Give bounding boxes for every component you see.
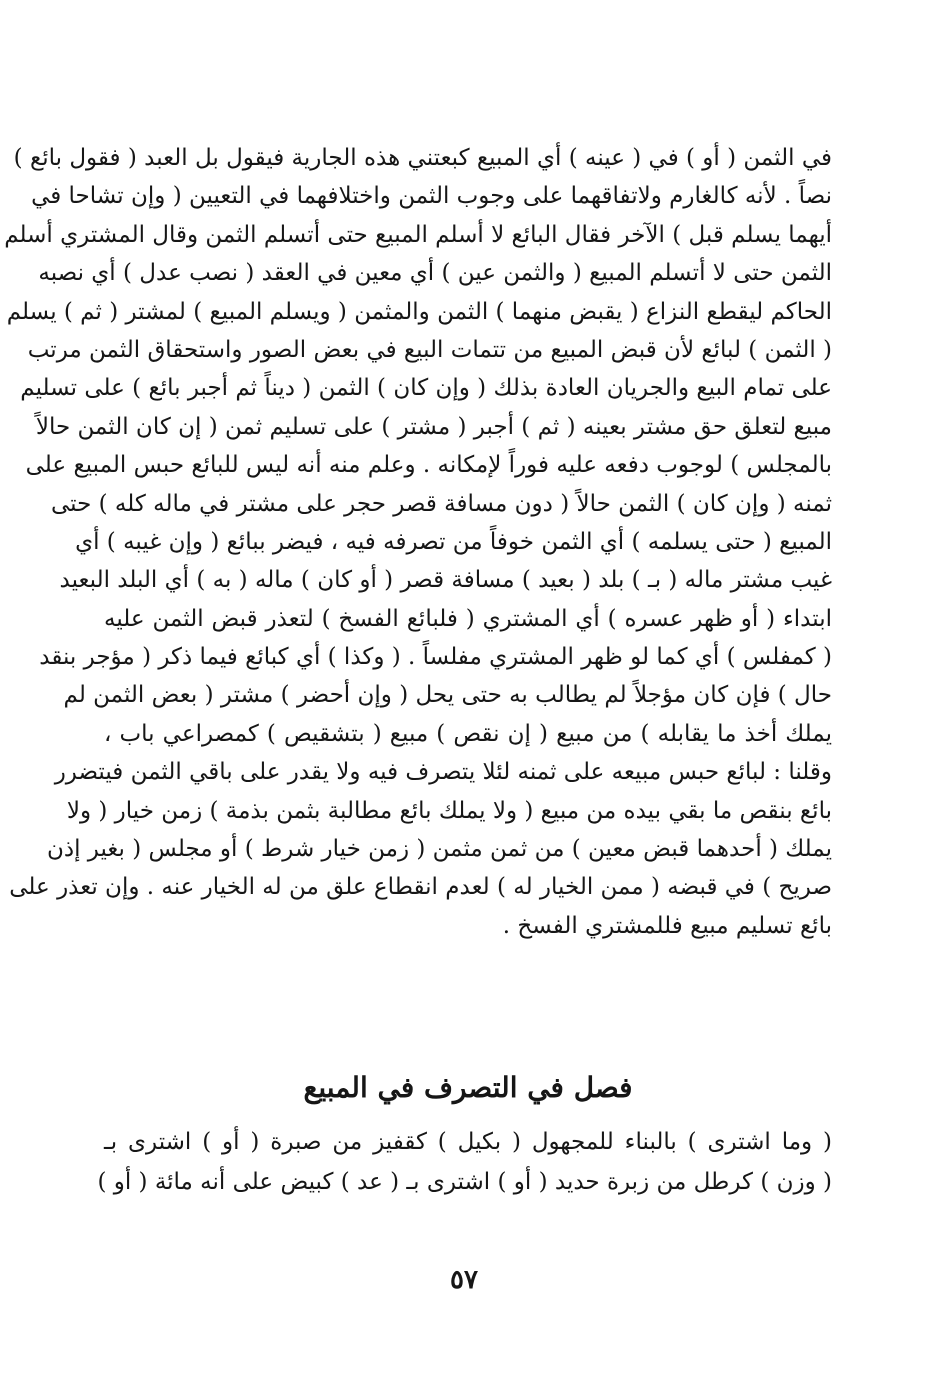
text-line: ابتداء ( أو ظهر عسره ) أي المشتري ( فلبائع الفسخ ) لتعذر قبض الثمن عليه [104, 605, 832, 632]
text-line: غيب مشتر ماله ( بـ ) بلد ( بعيد ) مسافة قصر ( أو كان ) ماله ( به ) أي البلد البعيد [59, 567, 832, 594]
text-line: بائع تسليم مبيع فللمشتري الفسخ . [502, 912, 832, 939]
text-line: المبيع ( حتى يسلمه ) أي الثمن خوفاً من تصرفه فيه ، فيضر ببائع ( وإن غيبه ) أي [75, 528, 832, 555]
text-line: الثمن حتى لا أتسلم المبيع ( والثمن عين ) أي معين في العقد ( نصب عدل ) أي نصبه [38, 260, 832, 287]
section-text-line: ( وما اشترى ) بالبناء للمجهول ( بكيل ) كقفيز من صبرة ( أو ) اشترى بـ [104, 1129, 832, 1155]
text-line: أيهما يسلم قبل ) الآخر فقال البائع لا أسلم المبيع حتى أتسلم الثمن وقال المشتري أسلم [4, 221, 832, 248]
text-line: الحاكم ليقطع النزاع ( يقبض منهما ) الثمن والمثمن ( ويسلم المبيع ) لمشتر ( ثم ) يسلم [6, 298, 832, 325]
text-line: على تمام البيع والجريان العادة بذلك ( وإن كان ) الثمن ( ديناً ثم أجبر بائع ) على تسليم [20, 375, 832, 402]
section-heading: فصل في التصرف في المبيع [303, 1071, 633, 1104]
text-line: يملك أخذ ما يقابله ) من مبيع ( إن نقص ) مبيع ( بتشقيص ) كمصراعي باب ، [104, 720, 832, 747]
section-text-line: ( وزن ) كرطل من زبرة حديد ( أو ) اشترى بـ ( عد ) كبيض على أنه مائة ( أو ) [97, 1169, 832, 1195]
main-text-block [4, 139, 832, 945]
text-line: نصاً . لأنه كالغارم ولاتفاقهما على وجوب الثمن واختلافهما في التعيين ( وإن تشاحا في [31, 183, 832, 210]
page-number: ٥٧ [450, 1265, 478, 1295]
text-line: ( الثمن ) لبائع لأن قبض المبيع من تتمات البيع في بعض الصور واستحقاق الثمن مرتب [27, 336, 832, 363]
section-text-block [97, 1122, 832, 1202]
text-line: يملك ( أحدهما قبض معين ) من ثمن مثمن ( زمن خيار شرط ) أو مجلس ( بغير إذن [46, 836, 832, 863]
text-line: بالمجلس ) لوجوب دفعه عليه فوراً لإمكانه . وعلم منه أنه ليس للبائع حبس المبيع على [25, 452, 832, 479]
text-line: بائع بنقص ما بقي بيده من مبيع ( ولا يملك بائع مطالبة بثمن بذمة ) زمن خيار ( ولا [66, 797, 832, 824]
text-line: ( كمفلس ) أي كما لو ظهر المشتري مفلساً . ( وكذا ) أي كبائع فيما ذكر ( مؤجر بنقد [39, 644, 832, 671]
text-line: ثمنه ( وإن كان ) الثمن حالاً ( دون مسافة قصر حجر على مشتر في ماله كله ) حتى [50, 490, 832, 517]
text-line: مبيع لتعلق حق مشتر بعينه ( ثم ) أجبر ( مشتر ) على تسليم ثمن ( إن كان الثمن حالاً [35, 413, 832, 440]
text-line: صريح ) في قبضه ( ممن الخيار له ) لعدم انقطاع علق من له الخيار عنه . وإن تعذر على [9, 874, 832, 901]
text-line: وقلنا : لبائع حبس مبيعه على ثمنه لئلا يتصرف فيه ولا يقدر على باقي الثمن فيتضرر [54, 759, 832, 786]
text-line: حال ) فإن كان مؤجلاً لم يطالب به حتى يحل ( وإن أحضر ) مشتر ( بعض الثمن لم [63, 682, 832, 709]
text-line: في الثمن ( أو ) في ( عينه ) أي المبيع كبعتني هذه الجارية فيقول بل العبد ( فقول بائع ) [13, 145, 832, 171]
